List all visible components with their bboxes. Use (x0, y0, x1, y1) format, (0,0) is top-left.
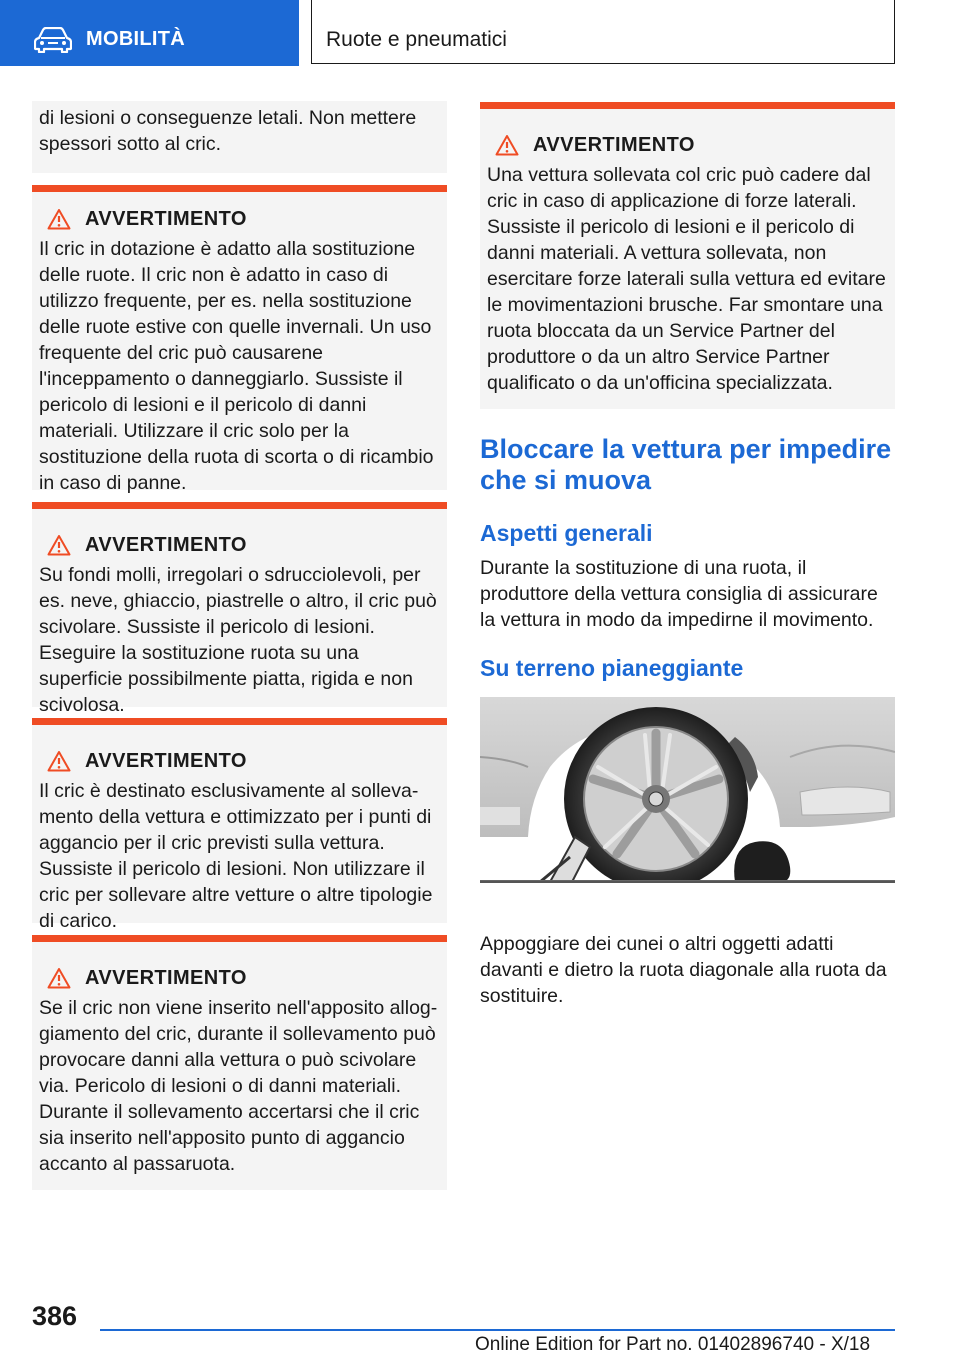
warning-triangle-icon (47, 967, 71, 989)
car-icon (34, 27, 72, 53)
warning-text: Su fondi molli, irregolari o sdrucciolevoli, per es. neve, ghiaccio, piastrelle o altro, il cric può scivolare. Sussiste il pericolo di lesioni. Eseguire la sostituzione ruota su una superficie possibilmente piatta, rigida e non scivolosa. (39, 564, 437, 716)
subsection-title: Su terreno pianeggiante (480, 655, 744, 681)
section-title: Bloccare la vettura per impedire che si muova (480, 434, 892, 495)
page-header (0, 0, 960, 66)
edition-text: Online Edition for Part no. 01402896740 - X/18 (475, 1334, 871, 1355)
warning-heading (487, 130, 887, 160)
warning-title: AVVERTIMENTO (85, 207, 247, 230)
warning-box (32, 185, 447, 494)
warning-triangle-icon (495, 134, 519, 156)
wheel-illustration-icon (480, 697, 895, 882)
footer-divider (100, 1329, 895, 1331)
chapter-label: Ruote e pneumatici (326, 28, 507, 51)
section-label: MOBILITÀ (86, 28, 186, 50)
warning-heading (39, 204, 439, 234)
subsection-text: Durante la sostituzione di una ruota, il produttore della vettura consiglia di assicurare la vettura in modo da impedirne il movimento. (480, 557, 878, 631)
warning-title: AVVERTIMENTO (85, 749, 247, 772)
warning-box (480, 102, 895, 409)
figure-baseline (480, 881, 895, 883)
page-number: 386 (32, 1301, 78, 1331)
warning-heading (39, 530, 439, 560)
warning-continuation-text: di lesioni o conseguenze letali. Non mettere spessori sotto al cric. (39, 107, 417, 155)
warning-heading (39, 963, 439, 993)
chapter-tab[interactable] (311, 0, 895, 64)
warning-text: Una vettura sollevata col cric può cadere dal cric in caso di applicazione di forze laterali. Sussiste il pericolo di lesioni e il pericolo di danni materiali. A vettura sollevata, non esercitare forze laterali sulla vettura ed evitare le movimentazioni brusche. Far smontare una ruota bloccata da un Service Partner del produttore o da un altro Service Partner qualificato o da un'officina specializzata. (487, 164, 886, 394)
warning-triangle-icon (47, 750, 71, 772)
warning-triangle-icon (47, 534, 71, 556)
warning-title: AVVERTIMENTO (85, 533, 247, 556)
section-tab[interactable] (0, 0, 299, 66)
warning-continuation-box (32, 101, 447, 173)
warning-box (32, 718, 447, 932)
warning-text: Se il cric non viene inserito nell'apposito alloggiamento del cric, durante il sollevamento può provocare danni alla vettura o può scivolare via. Pericolo di lesioni o di danni materiali. Durante il sollevamento accertarsi che il cric sia inserito nell'apposito punto di aggancio accanto al passaruota. (39, 997, 438, 1175)
warning-heading (39, 746, 439, 776)
warning-text: Il cric in dotazione è adatto alla sostituzione delle ruote. Il cric non è adatto in caso di utilizzo frequente, per es. nella sostituzione delle ruote estive con quelle invernali. Un uso frequente del cric può causarene l'inceppamento o danneggiarlo. Sussiste il pericolo di lesioni e il pericolo di danni materiali. Utilizzare il cric solo per la sostituzione della ruota di scorta o di ricambio in caso di panne. (39, 238, 434, 494)
warning-title: AVVERTIMENTO (533, 133, 695, 156)
wheel-chock-illustration (480, 697, 895, 882)
warning-box (32, 935, 447, 1190)
warning-text: Il cric è destinato esclusivamente al sollevamento della vettura e ottimizzato per i punti di aggancio per il cric previsti sulla vettura. Sussiste il pericolo di lesioni. Non utilizzare il cric per sollevare altre vetture o altre tipologie di carico. (39, 780, 433, 932)
warning-box (32, 502, 447, 716)
subsection-title: Aspetti generali (480, 520, 653, 546)
warning-title: AVVERTIMENTO (85, 966, 247, 989)
figure-caption: Appoggiare dei cunei o altri oggetti adatti davanti e dietro la ruota diagonale alla ruota da sostituire. (480, 933, 887, 1007)
warning-triangle-icon (47, 208, 71, 230)
